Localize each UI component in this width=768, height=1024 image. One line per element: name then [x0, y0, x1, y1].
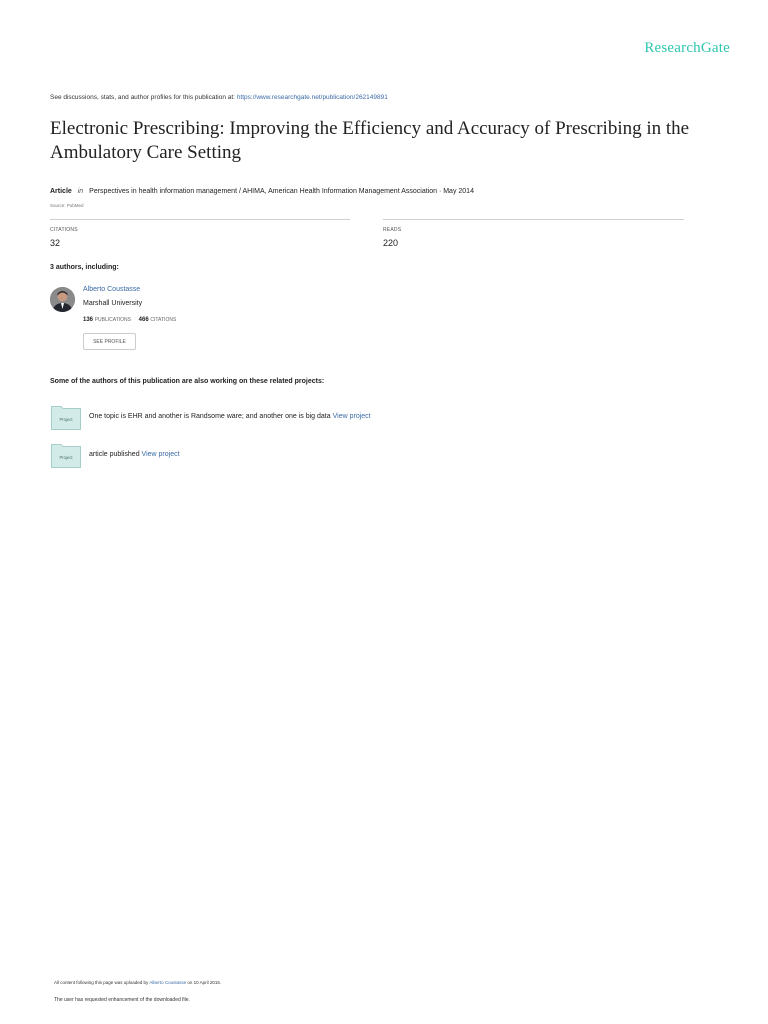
article-in: in	[77, 188, 84, 195]
author-stats	[83, 317, 182, 323]
avatar-photo	[50, 287, 75, 312]
authors-heading: 3 authors, including:	[50, 264, 119, 271]
citations-label: CITATIONS	[50, 227, 78, 233]
divider-right	[383, 219, 684, 220]
reads-label: READS	[383, 227, 402, 233]
upload-prefix: All content following this page was uploaded by	[54, 980, 149, 985]
author-name[interactable]: Alberto Coustasse	[83, 286, 141, 293]
project-icon-label: Project	[59, 417, 73, 422]
project-item-2	[89, 451, 180, 458]
project-folder-icon[interactable]	[51, 444, 81, 468]
article-type: Article	[50, 188, 72, 195]
author-citations-label: CITATIONS	[150, 317, 177, 323]
reads-count[interactable]: 220	[383, 238, 399, 248]
author-publications-label: PUBLICATIONS	[94, 317, 131, 323]
upload-suffix: on 10 April 2016.	[187, 980, 222, 985]
author-publications-count: 136	[83, 317, 94, 323]
related-projects-heading: Some of the authors of this publication are also working on these related projects:	[50, 378, 325, 385]
see-profile-button[interactable]: SEE PROFILE	[83, 333, 136, 350]
view-project-link[interactable]: View project	[332, 413, 371, 420]
project-description: article published	[89, 451, 140, 458]
uploader-link[interactable]: Alberto Coustasse	[149, 980, 187, 985]
enhancement-note: The user has requested enhancement of the downloaded file.	[54, 997, 190, 1003]
project-icon-label: Project	[59, 455, 73, 460]
article-venue[interactable]: Perspectives in health information management / AHIMA, American Health Information Management Association · May 2014	[89, 188, 474, 195]
article-source: Source: PubMed	[50, 203, 84, 208]
author-institution[interactable]: Marshall University	[83, 300, 143, 307]
citations-count[interactable]: 32	[50, 238, 61, 248]
project-folder-icon[interactable]	[51, 406, 81, 430]
publication-title: Electronic Prescribing: Improving the Efficiency and Accuracy of Prescribing in the Ambulatory Care Setting	[50, 118, 690, 163]
discussion-note	[50, 94, 388, 101]
article-meta	[50, 188, 474, 195]
discussion-text: See discussions, stats, and author profiles for this publication at:	[50, 94, 235, 101]
view-project-link[interactable]: View project	[141, 451, 180, 458]
upload-note	[54, 980, 221, 985]
publication-link[interactable]: https://www.researchgate.net/publication/262149891	[236, 94, 388, 101]
author-avatar[interactable]	[50, 287, 75, 312]
author-citations-count: 466	[138, 317, 149, 323]
researchgate-logo[interactable]: ResearchGate	[644, 40, 730, 56]
project-description: One topic is EHR and another is Randsome ware; and another one is big data	[89, 413, 331, 420]
divider-left	[50, 219, 350, 220]
project-item-1	[89, 413, 371, 420]
